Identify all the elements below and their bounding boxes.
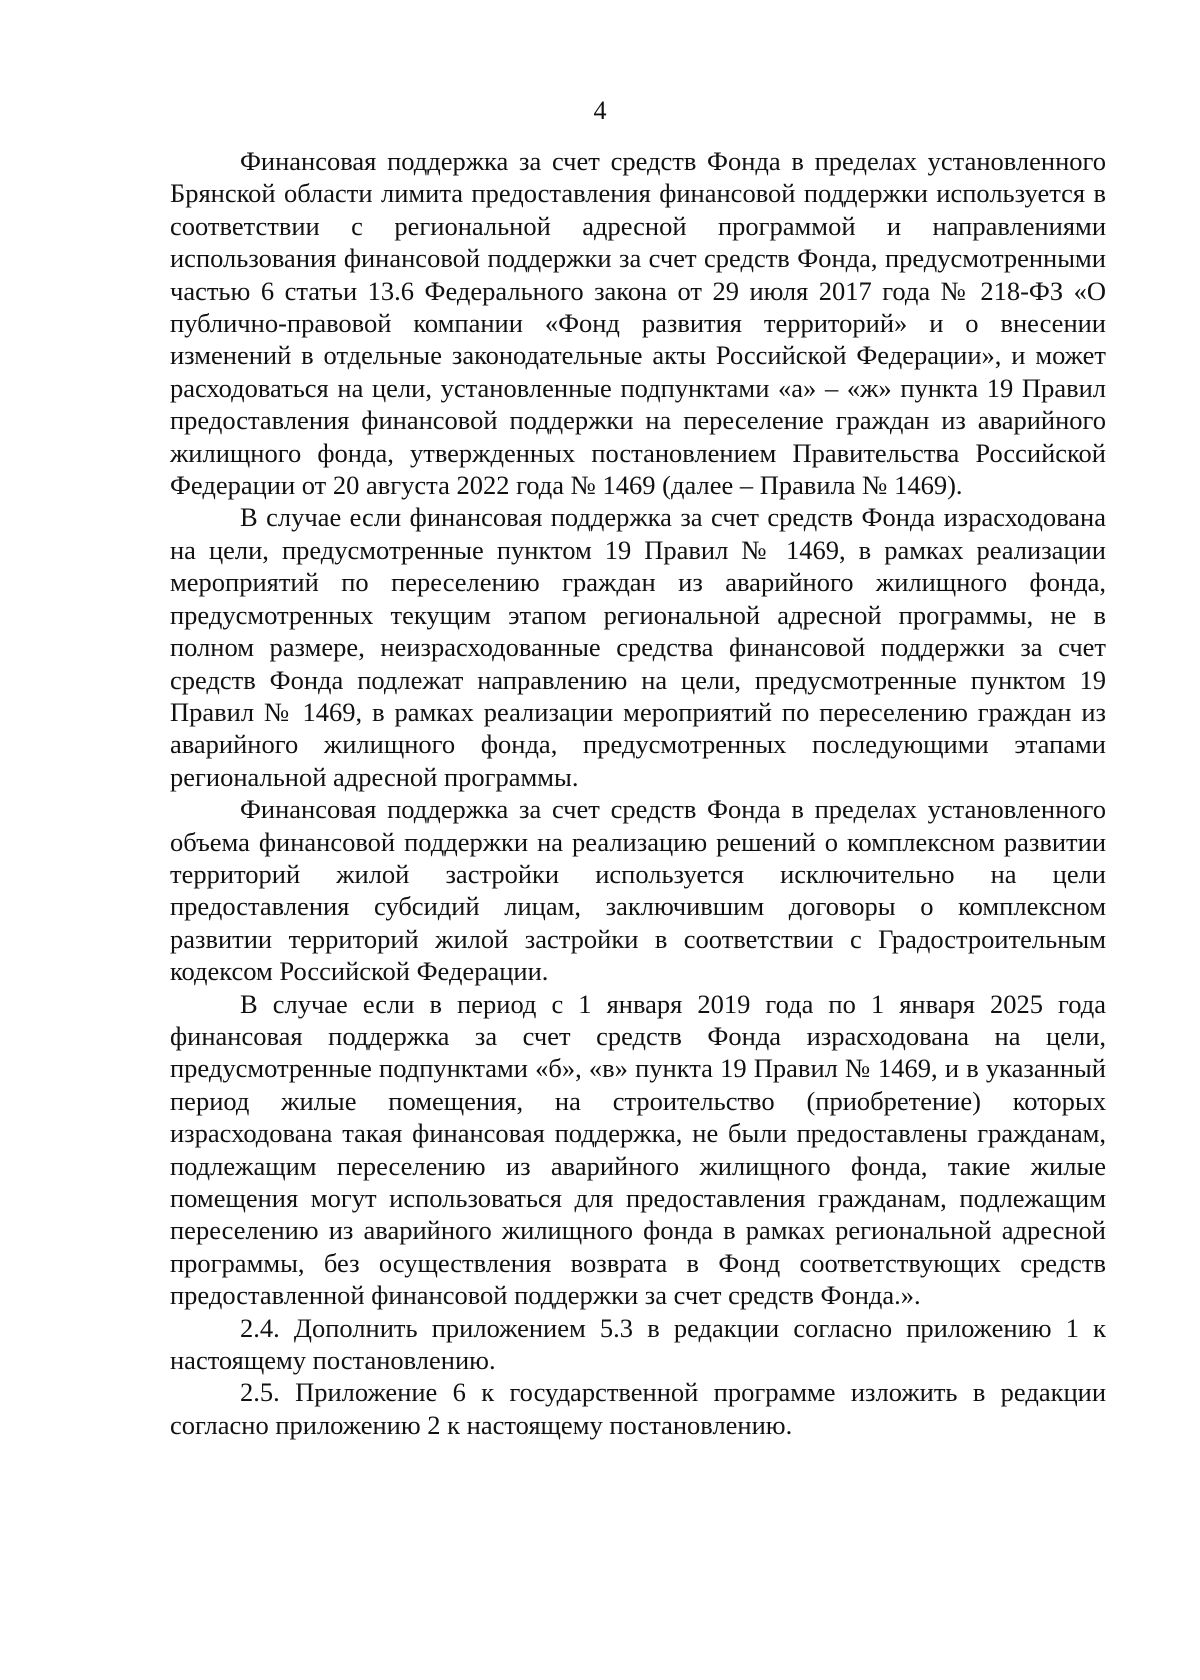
paragraph-item-2-4: 2.4. Дополнить приложением 5.3 в редакции согласно приложению 1 к настоящему постановлению. (170, 1312, 1106, 1376)
page-number: 4 (593, 96, 607, 125)
paragraph-complex-development: Финансовая поддержка за счет средств Фонда в пределах установленного объема финансовой поддержки на реализацию решений о комплексном развитии территорий жилой застройки используется исключительно на цели предоставления субсидий лицам, заключившим договоры о комплексном развитии территорий жилой застройки в соответствии с Градостроительным кодексом Российской Федерации. (170, 794, 1106, 987)
paragraph-unspent-funds: В случае если финансовая поддержка за счет средств Фонда израсходована на цели, предусмотренные пунктом 19 Правил № 1469, в рамках реализации мероприятий по переселению граждан из аварийного жилищного фонда, предусмотренных текущим этапом региональной адресной программы, не в полном размере, неизрасходованные средства финансовой поддержки за счет средств Фонда подлежат направлению на цели, предусмотренные пунктом 19 Правил № 1469, в рамках реализации мероприятий по переселению граждан из аварийного жилищного фонда, предусмотренных последующими этапами региональной адресной программы. (170, 502, 1106, 792)
document-body (170, 145, 1106, 1441)
paragraph-housing-use-2019-2025: В случае если в период с 1 января 2019 года по 1 января 2025 года финансовая поддержка за счет средств Фонда израсходована на цели, предусмотренные подпунктами «б», «в» пункта 19 Правил № 1469, и в указанный период жилые помещения, на строительство (приобретение) которых израсходована такая финансовая поддержка, не были предоставлены гражданам, подлежащим переселению из аварийного жилищного фонда, такие жилые помещения могут использоваться для предоставления гражданам, подлежащим переселению из аварийного жилищного фонда в рамках региональной адресной программы, без осуществления возврата в Фонд соответствующих средств предоставленной финансовой поддержки за счет средств Фонда.». (170, 988, 1106, 1311)
paragraph-item-2-5: 2.5. Приложение 6 к государственной программе изложить в редакции согласно приложению 2 к настоящему постановлению. (170, 1377, 1106, 1440)
paragraph-financial-support-limit: Финансовая поддержка за счет средств Фонда в пределах установленного Брянской области лимита предоставления финансовой поддержки используется в соответствии с региональной адресной программой и направлениями использования финансовой поддержки за счет средств Фонда, предусмотренными частью 6 статьи 13.6 Федерального закона от 29 июля 2017 года № 218-ФЗ «О публично-правовой компании «Фонд развития территорий» и о внесении изменений в отдельные законодательные акты Российской Федерации», и может расходоваться на цели, установленные подпунктами «а» – «ж» пункта 19 Правил предоставления финансовой поддержки на переселение граждан из аварийного жилищного фонда, утвержденных постановлением Правительства Российской Федерации от 20 августа 2022 года № 1469 (далее – Правила № 1469). (170, 146, 1106, 501)
